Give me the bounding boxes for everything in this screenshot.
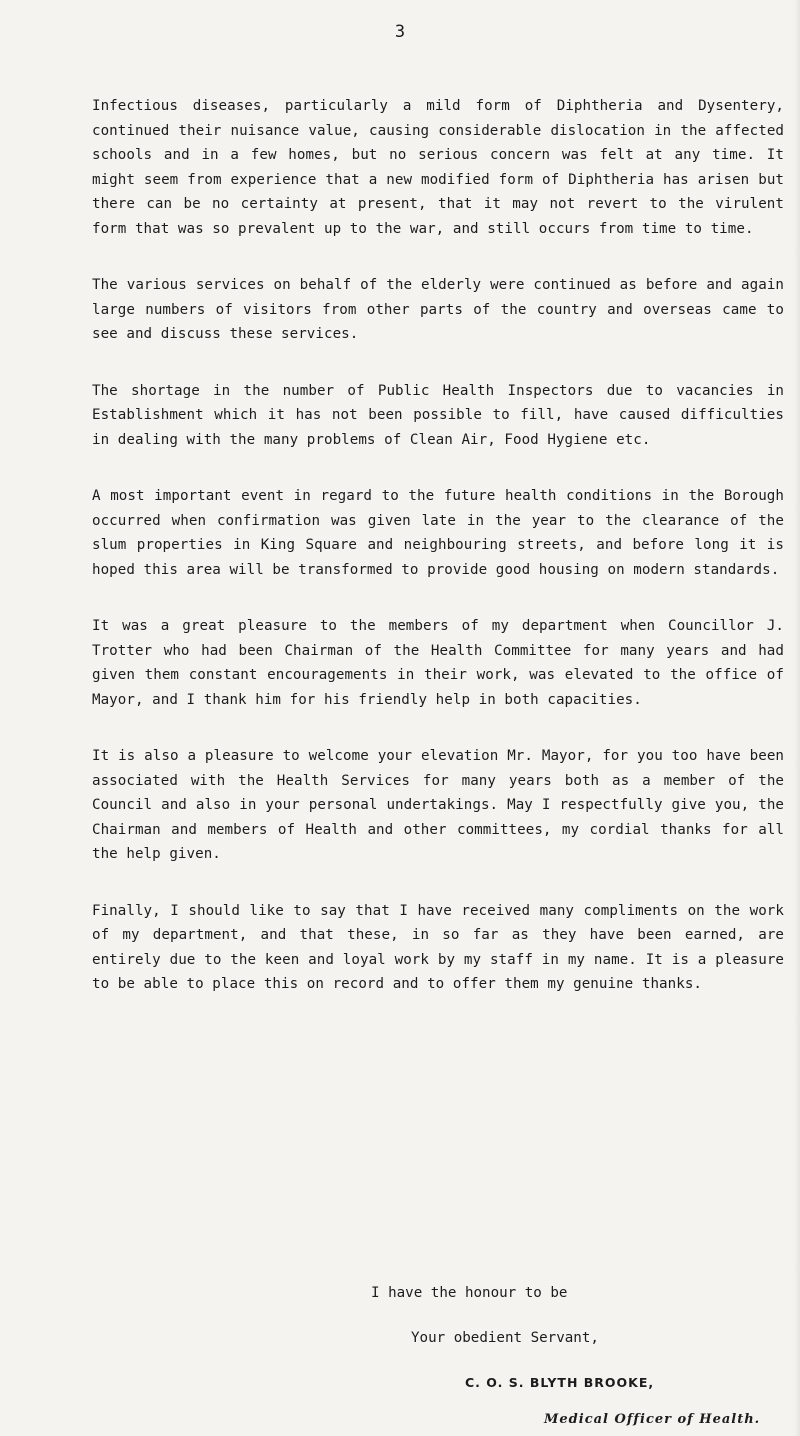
paragraph-infectious-diseases: Infectious diseases, particularly a mild form of Diphtheria and Dysentery, continued their nuisance value, causing considerable dislocation in the affected schools and in a few homes, but no serious concern was felt at any time. It might seem from experience that a new modified form of Diphtheria has arisen but there can be no certainty at present, that it may not revert to the virulent form that was so prevalent up to the war, and still occurs from time to time. — [92, 98, 784, 237]
page-edge-shadow — [794, 0, 800, 1436]
letter-body — [92, 94, 784, 1029]
signature-name: C. O. S. BLYTH BROOKE, — [465, 1375, 655, 1390]
paragraph-slum-clearance: A most important event in regard to the future health conditions in the Borough occurred when confirmation was given late in the year to the clearance of the slum properties in King Square and neighbouring streets, and before long it is hoped this area will be transformed to provide good housing on modern standards. — [92, 488, 784, 578]
paragraph-welcome-mayor: It is also a pleasure to welcome your elevation Mr. Mayor, for you too have been associated with the Health Services for many years both as a member of the Council and also in your personal undertakings. May I respectfully give you, the Chairman and members of Health and other committees, my cordial thanks for all the help given. — [92, 748, 784, 862]
paragraph-health-inspectors: The shortage in the number of Public Health Inspectors due to vacancies in Establishment which it has not been possible to fill, have caused difficulties in dealing with the many problems of Clean Air, Food Hygiene etc. — [92, 382, 784, 448]
paragraph-elderly-services: The various services on behalf of the elderly were continued as before and again large numbers of visitors from other parts of the country and overseas came to see and discuss these services. — [92, 277, 784, 342]
paragraph-compliments: Finally, I should like to say that I have received many compliments on the work of my department, and that these, in so far as they have been earned, are entirely due to the keen and loyal work by my staff in my name. It is a pleasure to be able to place this on record and to offer them my genuine thanks. — [92, 902, 784, 992]
closing-servant-line: Your obedient Servant, — [411, 1330, 599, 1346]
closing-honour-line: I have the honour to be — [371, 1285, 568, 1301]
page-number: 3 — [394, 22, 406, 42]
signature-title: Medical Officer of Health. — [544, 1412, 761, 1427]
paragraph-councillor-trotter: It was a great pleasure to the members of my department when Councillor J. Trotter who had been Chairman of the Health Committee for many years and had given them constant encouragements in their work, was elevated to the office of Mayor, and I thank him for his friendly help in both capacities. — [92, 618, 784, 708]
